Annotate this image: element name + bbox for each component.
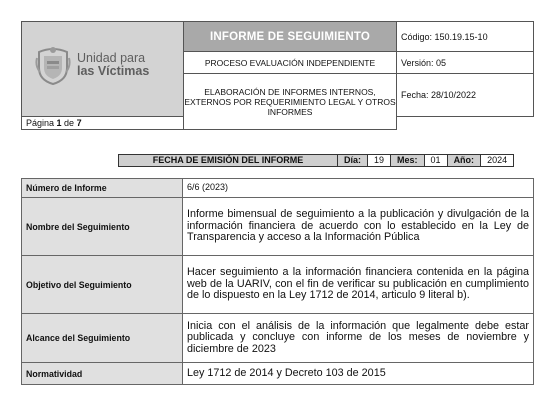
table-row	[22, 179, 534, 198]
page-of: de	[61, 118, 77, 128]
month-label: Mes:	[391, 155, 425, 167]
brand-logo-text	[77, 52, 149, 78]
day-value: 19	[368, 155, 391, 167]
document-code: Código: 150.19.15-10	[397, 22, 534, 52]
coat-of-arms-icon	[35, 44, 71, 86]
table-row	[22, 198, 534, 256]
row-value: Ley 1712 de 2014 y Decreto 103 de 2015	[183, 363, 534, 385]
page-total: 7	[76, 118, 82, 128]
row-key: Normatividad	[22, 363, 183, 385]
row-key: Número de Informe	[22, 179, 183, 198]
page-indicator	[22, 117, 184, 130]
table-row	[22, 314, 534, 363]
report-title: INFORME DE SEGUIMIENTO	[184, 22, 397, 52]
row-value: 6/6 (2023)	[183, 179, 534, 198]
month-value: 01	[424, 155, 447, 167]
page-number: 1	[56, 118, 62, 128]
table-row	[22, 256, 534, 314]
document-header	[21, 21, 534, 130]
subprocess-name: ELABORACIÓN DE INFORMES INTERNOS, EXTERNOS POR REQUERIMIENTO LEGAL Y OTROS INFORMES	[184, 74, 397, 130]
logo-cell	[22, 22, 184, 117]
year-label: Año:	[447, 155, 481, 167]
row-value: Inicia con el análisis de la información que legalmente debe estar publicada y concluye con informe de los meses de noviembre y diciembre de 2023	[183, 314, 534, 363]
day-label: Día:	[338, 155, 368, 167]
page-prefix: Página	[26, 118, 57, 128]
table-row	[22, 363, 534, 385]
issue-date-label: FECHA DE EMISIÓN DEL INFORME	[119, 155, 338, 167]
process-name: PROCESO EVALUACIÓN INDEPENDIENTE	[184, 52, 397, 74]
document-date: Fecha: 28/10/2022	[397, 74, 534, 117]
brand-line-1: Unidad para	[77, 51, 146, 65]
row-value: Hacer seguimiento a la información financiera contenida en la página web de la UARIV, con el fin de verificar su publicación en cumplimiento de lo dispuesto en la Ley 1712 de 2014, articulo 9 literal b).	[183, 256, 534, 314]
year-value: 2024	[481, 155, 514, 167]
row-key: Alcance del Seguimiento	[22, 314, 183, 363]
row-value: Informe bimensual de seguimiento a la publicación y divulgación de la información financiera de acuerdo con lo establecido en la Ley de Transparencia y acceso a la Información Pública	[183, 198, 534, 256]
document-version: Versión: 05	[397, 52, 534, 74]
report-info-table	[21, 178, 534, 385]
row-key: Nombre del Seguimiento	[22, 198, 183, 256]
brand-line-2: las Víctimas	[77, 64, 150, 78]
row-key: Objetivo del Seguimiento	[22, 256, 183, 314]
issue-date-row	[118, 154, 514, 167]
